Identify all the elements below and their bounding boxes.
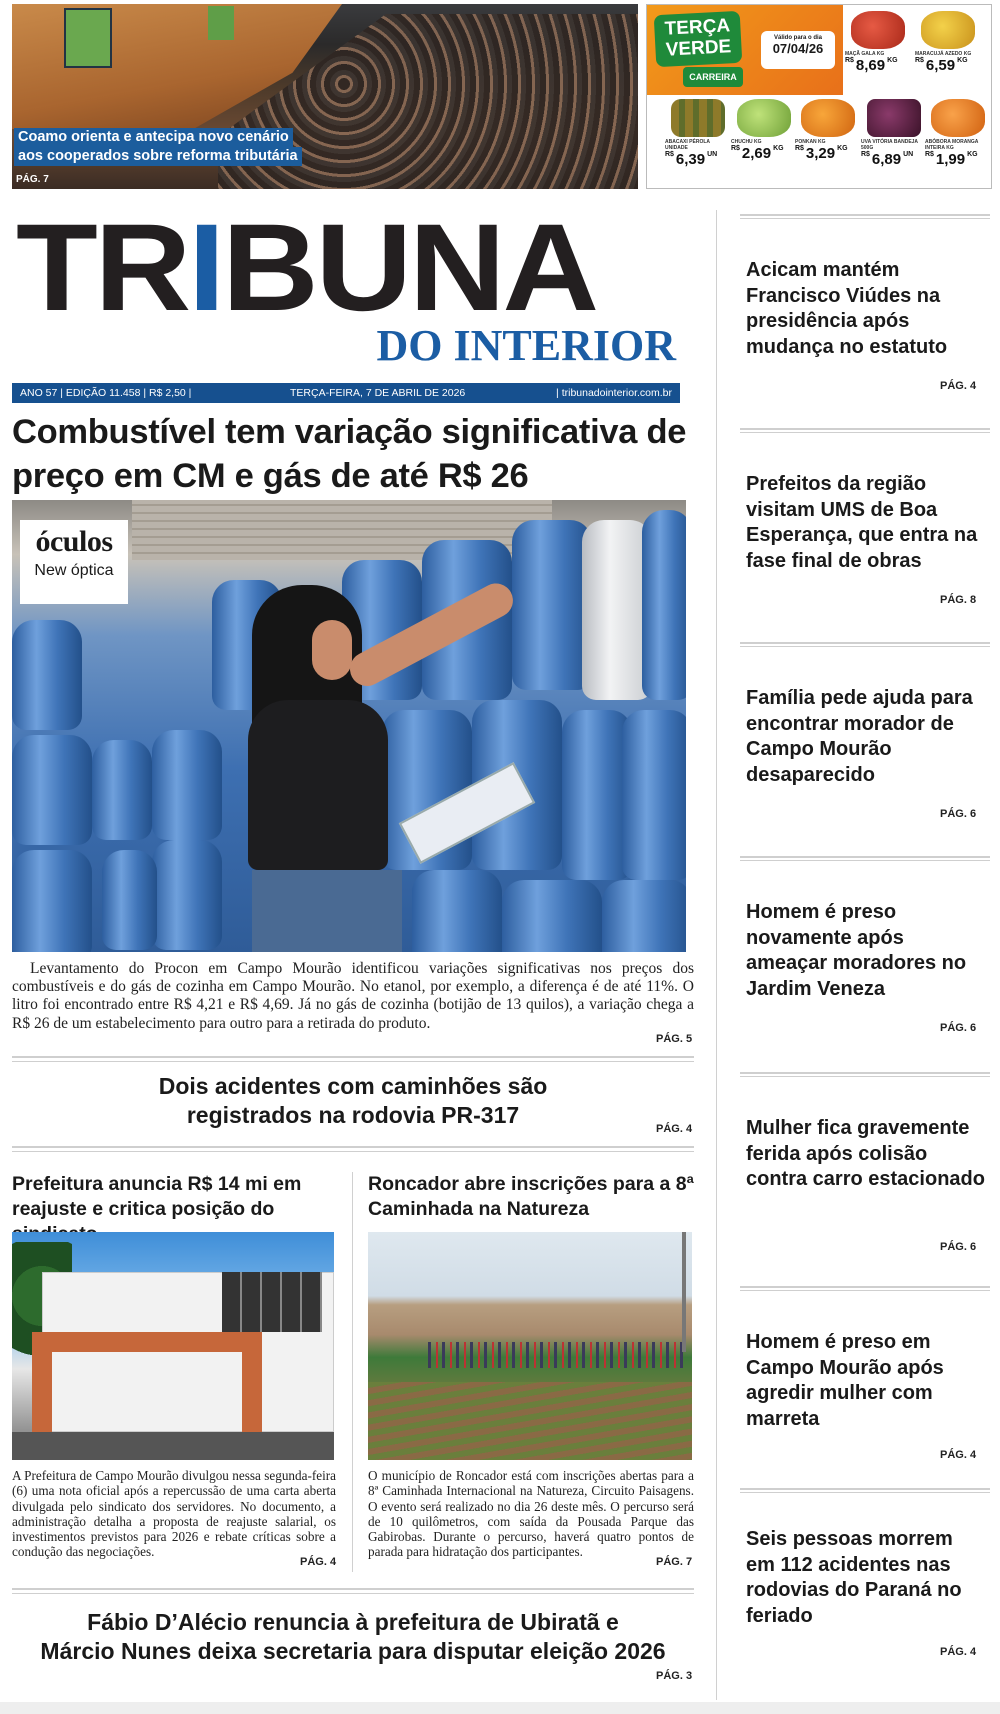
sidebar-headline[interactable]: Acicam mantém Francisco Viúdes na presidência após mudança no estatuto xyxy=(746,259,948,359)
page-bottom-bar xyxy=(0,1702,1000,1714)
gas-cylinder xyxy=(412,870,502,952)
sidebar-rule xyxy=(740,642,990,647)
ad-product xyxy=(731,99,797,185)
carreira-ad[interactable] xyxy=(646,4,992,189)
stage-screen xyxy=(64,8,112,68)
sidebar-page: PÁG. 4 xyxy=(940,1449,977,1461)
sidebar-headline[interactable]: Família pede ajuda para encontrar morador de Campo Mourão desaparecido xyxy=(746,687,973,787)
woman-face xyxy=(312,620,352,680)
sidebar-headline[interactable]: Homem é preso novamente após ameaçar moradores no Jardim Veneza xyxy=(746,901,967,1001)
section-divider xyxy=(12,1146,694,1152)
final-title-line2: Márcio Nunes deixa secretaria para disputar eleição 2026 xyxy=(40,1638,666,1664)
ad-valid-label: Válido para o dia xyxy=(773,35,822,41)
edition-date: TERÇA-FEIRA, 7 DE ABRIL DE 2026 xyxy=(290,387,466,399)
ad-product xyxy=(861,99,927,185)
product-price: $^{R\$}$ 6,59 $^{KG}$ xyxy=(915,57,968,74)
terca-verde-logo xyxy=(654,11,743,67)
walkers-group xyxy=(428,1342,688,1368)
pineapple-image xyxy=(671,99,725,137)
final-headline[interactable] xyxy=(12,1608,694,1666)
acidentes-title-line2: registrados na rodovia PR-317 xyxy=(186,1102,520,1128)
sidebar-headline[interactable]: Mulher fica gravemente ferida após colisão contra carro estacionado xyxy=(746,1117,985,1191)
building-windows xyxy=(222,1272,322,1332)
sidebar-page: PÁG. 4 xyxy=(940,1646,977,1658)
sidebar-rule xyxy=(740,1488,990,1493)
ad-title-line2: VERDE xyxy=(665,36,732,61)
gas-cylinder xyxy=(12,850,92,952)
roncador-page: PÁG. 7 xyxy=(656,1556,693,1568)
pumpkin-image xyxy=(931,99,985,137)
masthead-title-highlight: I xyxy=(188,199,223,337)
acidentes-page: PÁG. 4 xyxy=(656,1123,693,1135)
road xyxy=(12,1432,334,1460)
optica-ad-line2: New óptica xyxy=(34,562,114,579)
optica-ad-badge[interactable] xyxy=(20,520,128,604)
ad-valid-date-box xyxy=(761,31,835,69)
lead-photo[interactable] xyxy=(12,500,686,952)
product-price: $^{R\$}$ 1,99 $^{KG}$ xyxy=(925,151,978,168)
edition-bar xyxy=(12,383,680,403)
apple-image xyxy=(851,11,905,49)
roncador-photo[interactable] xyxy=(368,1232,692,1460)
ad-valid-date: 07/04/26 xyxy=(772,41,824,56)
gas-cylinder xyxy=(102,850,157,950)
woman-jeans xyxy=(252,870,402,952)
chayote-image xyxy=(737,99,791,137)
sidebar-headline[interactable]: Prefeitos da região visitam UMS de Boa Esperança, que entra na fase final de obras xyxy=(746,473,978,573)
product-price: $^{R\$}$ 3,29 $^{KG}$ xyxy=(795,145,848,162)
lead-summary: Levantamento do Procon em Campo Mourão identificou variações significativas nos preços dos combustíveis e do gás de cozinha em Campo Mourão. No etanol, por exemplo, a diferença é de até 11%. O litro foi encontrado entre R$ 4,21 e R$ 4,69. Já no gás de cozinha (botijão de 13 quilos), a variação chega a R$ 26 de um estabelecimento para outro para a retirada do produto. xyxy=(12,960,694,1032)
gas-cylinder xyxy=(602,880,686,952)
masthead-title xyxy=(16,199,596,337)
sidebar-page: PÁG. 4 xyxy=(940,380,977,392)
gas-cylinder xyxy=(152,840,222,950)
carreira-brand: CARREIRA xyxy=(683,67,743,87)
gas-cylinder xyxy=(622,710,686,880)
gas-cylinder xyxy=(92,740,152,840)
utility-pole xyxy=(682,1232,686,1352)
edition-info: ANO 57 | EDIÇÃO 11.458 | R$ 2,50 | xyxy=(20,387,192,399)
ad-product xyxy=(915,11,981,97)
top-feature-page: PÁG. 7 xyxy=(16,174,49,185)
product-name: MAÇÃ GALA KG xyxy=(845,51,885,57)
passion-fruit-image xyxy=(921,11,975,49)
gas-cylinder xyxy=(12,735,92,845)
product-name: ABÓBORA MORANGA INTEIRA KG xyxy=(925,139,979,151)
product-name: UVA VITÓRIA BANDEJA 500G xyxy=(861,139,918,151)
ad-product xyxy=(845,11,911,97)
roncador-summary: O município de Roncador está com inscrições abertas para a 8ª Caminhada Internacional na Natureza, Circuito Paisagens. O evento será realizado no dia 26 deste mês. O percurso será de 10 quilômetros, com saída da Pousada Parque das Gabirobas. Durante o percurso, haverá quatro pontos de parada para hidratação dos participantes. xyxy=(368,1468,694,1560)
crop-field xyxy=(368,1382,692,1460)
sidebar-page: PÁG. 6 xyxy=(940,808,977,820)
building-portico xyxy=(32,1332,262,1442)
gas-cylinder xyxy=(502,880,602,952)
sidebar-rule xyxy=(740,1286,990,1291)
sidebar-rule xyxy=(740,1072,990,1077)
woman-shirt xyxy=(248,700,388,870)
product-price: $^{R\$}$ 8,69 $^{KG}$ xyxy=(845,57,898,74)
product-price: $^{R\$}$ 2,69 $^{KG}$ xyxy=(731,145,784,162)
roncador-headline[interactable]: Roncador abre inscrições para a 8ª Caminhada na Natureza xyxy=(368,1173,694,1220)
top-caption-line2: aos cooperados sobre reforma tributária xyxy=(14,147,302,166)
tangerine-image xyxy=(801,99,855,137)
top-feature-caption[interactable] xyxy=(14,128,302,166)
column-divider xyxy=(352,1172,353,1572)
masthead-title-part1: TR xyxy=(16,199,189,337)
edition-site-link[interactable]: | tribunadointerior.com.br xyxy=(556,387,672,399)
ad-product xyxy=(795,99,861,185)
masthead-subtitle: DO INTERIOR xyxy=(376,321,676,370)
acidentes-title-line1: Dois acidentes com caminhões são xyxy=(158,1073,548,1099)
section-divider xyxy=(12,1588,694,1594)
lead-headline[interactable]: Combustível tem variação significativa de preço em CM e gás de até R$ 26 xyxy=(12,413,687,495)
grape-tray-image xyxy=(867,99,921,137)
gas-cylinder xyxy=(12,620,82,730)
sidebar-page: PÁG. 6 xyxy=(940,1241,977,1253)
top-caption-line1: Coamo orienta e antecipa novo cenário xyxy=(14,128,293,147)
gas-cylinder xyxy=(152,730,222,840)
sidebar-headline[interactable]: Homem é preso em Campo Mourão após agredir mulher com marreta xyxy=(746,1331,944,1431)
optica-ad-line1: óculos xyxy=(35,525,113,558)
sidebar-rule xyxy=(740,428,990,433)
prefeitura-page: PÁG. 4 xyxy=(300,1556,337,1568)
sidebar-page: PÁG. 8 xyxy=(940,594,977,606)
product-price: $^{R\$}$ 6,89 $^{UN}$ xyxy=(861,151,914,168)
masthead-logo[interactable] xyxy=(12,199,678,370)
top-feature-photo[interactable] xyxy=(12,4,638,189)
sidebar-rule xyxy=(740,214,990,219)
product-name: PONKAN KG xyxy=(795,139,826,145)
ad-title-line1: TERÇA xyxy=(664,15,731,40)
sidebar-page: PÁG. 6 xyxy=(940,1022,977,1034)
prefeitura-summary: A Prefeitura de Campo Mourão divulgou nessa segunda-feira (6) uma nota oficial após a repercussão de uma carta aberta divulgada pelo sindicato dos servidores. No documento, a administração detalha a proposta de reajuste salarial, os investimentos previstos para 2026 e rebate críticas sobre a condução das negociações. xyxy=(12,1468,336,1560)
final-page: PÁG. 3 xyxy=(656,1670,693,1682)
gas-cylinder xyxy=(642,510,686,700)
ad-product xyxy=(925,99,991,185)
final-title-line1: Fábio D’Alécio renuncia à prefeitura de Ubiratã e xyxy=(87,1609,619,1635)
sidebar-divider xyxy=(716,210,717,1700)
product-name: CHUCHU KG xyxy=(731,139,762,145)
stage-screen-2 xyxy=(208,6,234,40)
acidentes-headline[interactable] xyxy=(12,1072,694,1130)
masthead-title-part2: BUNA xyxy=(222,199,596,337)
lead-page: PÁG. 5 xyxy=(656,1033,693,1045)
sidebar-rule xyxy=(740,856,990,861)
prefeitura-headline[interactable]: Prefeitura anuncia R$ 14 mi em reajuste e critica posição do xyxy=(12,1173,302,1220)
product-name: ABACAXI PÉROLA UNIDADE xyxy=(665,139,710,151)
prefeitura-photo[interactable] xyxy=(12,1232,334,1460)
ad-product xyxy=(665,99,731,185)
product-name: MARACUJÁ AZEDO KG xyxy=(915,51,972,57)
sidebar-headline[interactable]: Seis pessoas morrem em 112 acidentes nas rodovias do Paraná no feriado xyxy=(746,1528,962,1628)
product-price: $^{R\$}$ 6,39 $^{UN}$ xyxy=(665,151,718,168)
section-divider xyxy=(12,1056,694,1062)
gas-cylinder xyxy=(512,520,592,690)
